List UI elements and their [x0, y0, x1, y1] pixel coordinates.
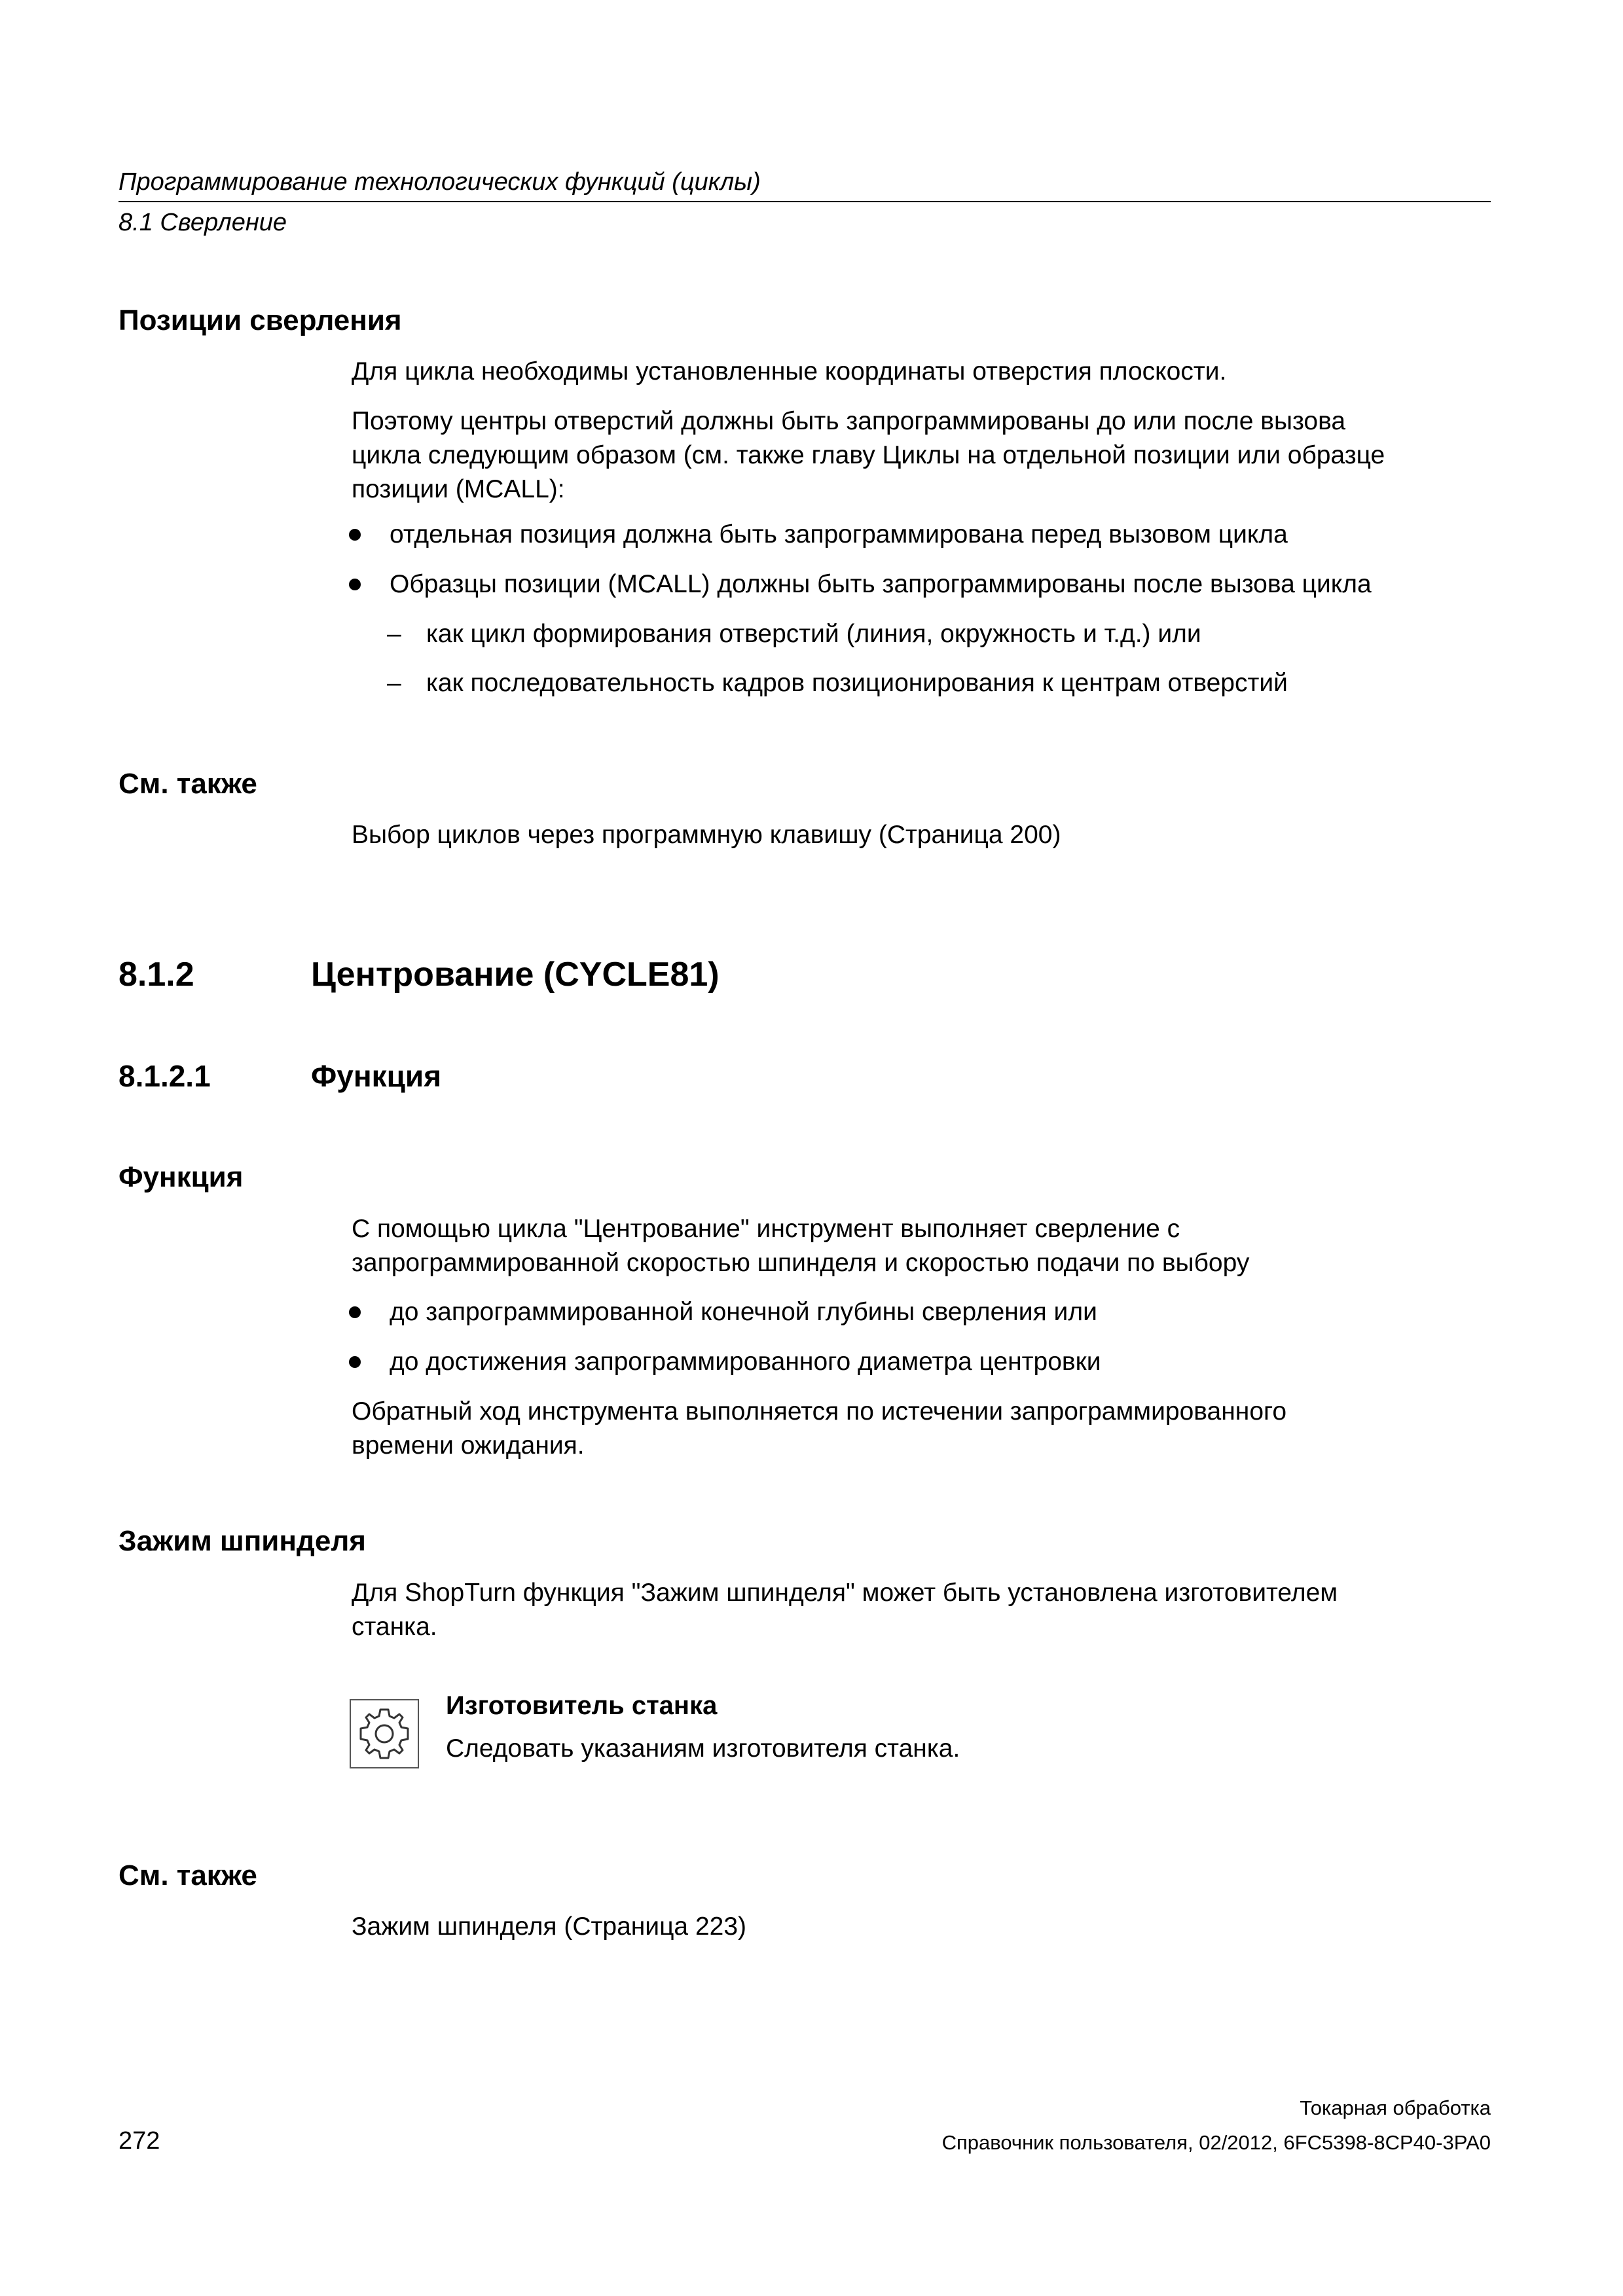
- bullet-marker: [349, 579, 361, 590]
- retract-paragraph-line-2: времени ожидания.: [352, 1431, 585, 1460]
- spindle-paragraph-line-2: станка.: [352, 1613, 437, 1641]
- bullet-item: до запрограммированной конечной глубины сверления или: [390, 1298, 1097, 1326]
- bullet-item: до достижения запрограммированного диаметра центровки: [390, 1348, 1101, 1376]
- dash-item: как последовательность кадров позиционирования к центрам отверстий: [426, 669, 1288, 697]
- dash-marker: –: [387, 620, 401, 648]
- note-text: Следовать указаниям изготовителя станка.: [446, 1734, 960, 1763]
- dash-item: как цикл формирования отверстий (линия, окружность и т.д.) или: [426, 620, 1201, 648]
- bullet-item: отдельная позиция должна быть запрограммирована перед вызовом цикла: [390, 520, 1288, 548]
- heading-see-also: См. также: [119, 1859, 257, 1892]
- paragraph-centers-line-1: Поэтому центры отверстий должны быть запрограммированы до или после вызова: [352, 407, 1346, 435]
- subsection-title: Функция: [311, 1059, 442, 1093]
- see-also-link[interactable]: Зажим шпинделя (Страница 223): [352, 1912, 746, 1941]
- spindle-paragraph-line-1: Для ShopTurn функция "Зажим шпинделя" может быть установлена изготовителем: [352, 1579, 1338, 1607]
- footer-manual-info: Справочник пользователя, 02/2012, 6FC5398-8CP40-3PA0: [941, 2131, 1491, 2154]
- running-header-section: 8.1 Сверление: [119, 209, 287, 236]
- footer-manual-title: Токарная обработка: [1300, 2096, 1491, 2119]
- gear-icon: [350, 1699, 419, 1768]
- see-also-link[interactable]: Выбор циклов через программную клавишу (Страница 200): [352, 821, 1061, 849]
- paragraph-coordinates: Для цикла необходимы установленные координаты отверстия плоскости.: [352, 357, 1227, 386]
- dash-marker: –: [387, 669, 401, 697]
- heading-function: Функция: [119, 1161, 244, 1193]
- function-paragraph-line-2: запрограммированной скоростью шпинделя и скоростью подачи по выбору: [352, 1249, 1250, 1277]
- bullet-marker: [349, 1306, 361, 1318]
- retract-paragraph-line-1: Обратный ход инструмента выполняется по истечении запрограммированного: [352, 1397, 1287, 1426]
- paragraph-centers-line-2: цикла следующим образом (см. также главу Циклы на отдельной позиции или образце: [352, 441, 1385, 469]
- section-title: Центрование (CYCLE81): [311, 956, 720, 994]
- bullet-marker: [349, 1356, 361, 1368]
- heading-drilling-positions: Позиции сверления: [119, 304, 402, 336]
- subsection-number: 8.1.2.1: [119, 1059, 211, 1093]
- function-paragraph-line-1: С помощью цикла "Центрование" инструмент выполняет сверление с: [352, 1215, 1180, 1243]
- bullet-item: Образцы позиции (MCALL) должны быть запрограммированы после вызова цикла: [390, 570, 1372, 598]
- section-number: 8.1.2: [119, 956, 194, 994]
- note-title: Изготовитель станка: [446, 1691, 718, 1720]
- running-header-chapter: Программирование технологических функций (циклы): [119, 168, 761, 196]
- heading-spindle-clamp: Зажим шпинделя: [119, 1525, 366, 1557]
- page-number: 272: [119, 2127, 160, 2155]
- header-rule: [119, 201, 1491, 202]
- paragraph-centers-line-3: позиции (MCALL):: [352, 475, 565, 503]
- bullet-marker: [349, 529, 361, 541]
- heading-see-also: См. также: [119, 768, 257, 800]
